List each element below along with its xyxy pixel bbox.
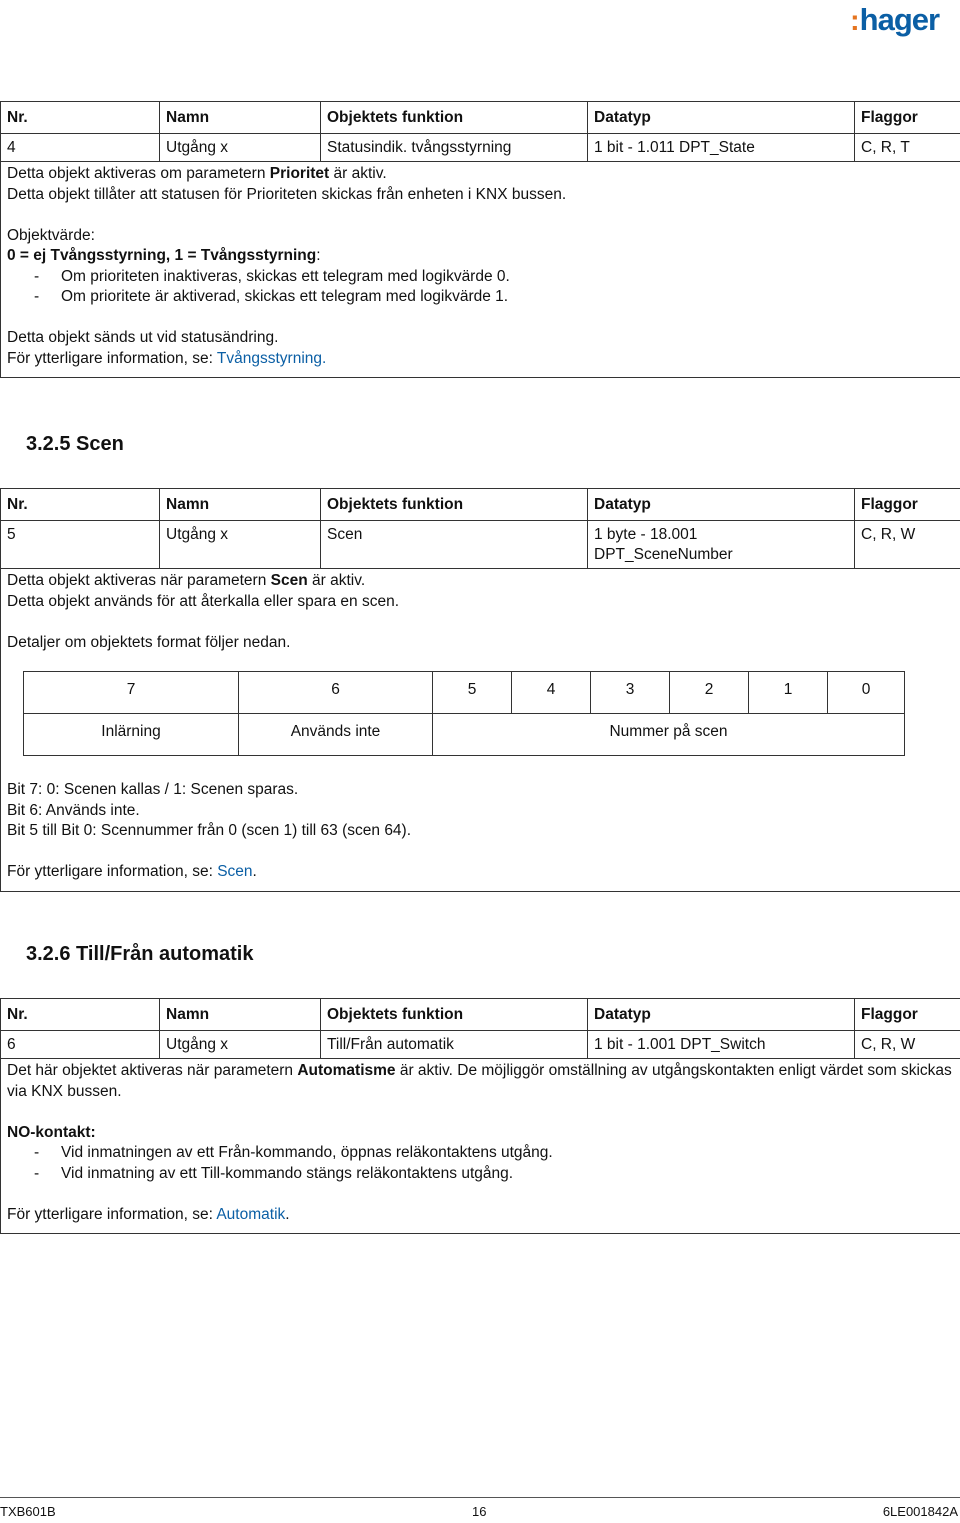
- logo-mark: :: [850, 5, 859, 37]
- header-datatyp: Datatyp: [588, 102, 855, 134]
- bit-5: 5: [433, 672, 512, 714]
- obj4-flags: C, R, T: [855, 134, 960, 162]
- obj5-flags: C, R, W: [855, 521, 960, 569]
- object-4-table: [0, 101, 959, 378]
- obj6-description: Det här objektet aktiveras när parametern Automatisme är aktiv. De möjliggör omställning av utgångskontakten enligt värdet som skickas via KNX bussen. NO-kontakt: - Vid inmatningen av ett Från-kommando, öppnas reläkontaktens utgång. - Vid inmatning av ett Till-kommando stängs reläkontaktens utgång. För ytterligare information, se: Automatik.: [1, 1059, 960, 1234]
- link-tvangsstyrning[interactable]: Tvångsstyrning.: [217, 350, 326, 367]
- link-automatik[interactable]: Automatik: [216, 1206, 285, 1223]
- heading-automatik: 3.2.6 Till/Från automatik: [26, 943, 253, 966]
- header-nr: Nr.: [1, 102, 160, 134]
- obj5-dtype: 1 byte - 18.001 DPT_SceneNumber: [588, 521, 855, 569]
- bit-2: 2: [670, 672, 749, 714]
- obj5-name: Utgång x: [160, 521, 321, 569]
- heading-scen: 3.2.5 Scen: [26, 433, 124, 456]
- bit-7: 7: [24, 672, 239, 714]
- obj4-description: Detta objekt aktiveras om parametern Prioritet är aktiv. Detta objekt tillåter att statusen för Prioriteten skickas från enheten i KNX bussen. Objektvärde: 0 = ej Tvångsstyrning, 1 = Tvångsstyrning: - Om prioriteten inaktiveras, skickas ett telegram med logikvärde 0. - Om prioritete är aktiverad, skickas ett telegram med logikvärde 1. Detta objekt sänds ut vid statusändring. För ytterligare information, se: Tvångsstyrning.: [1, 162, 960, 378]
- footer-doc-ref: 6LE001842A: [883, 1501, 958, 1523]
- obj5-func: Scen: [321, 521, 588, 569]
- obj5-description: Detta objekt aktiveras när parametern Scen är aktiv. Detta objekt används för att återkalla eller spara en scen. Detaljer om objektets format följer nedan. 7 6 5 4 3 2 1 0 Inlärning Används inte Nummer på scen Bit 7: 0: Scenen kallas / 1: Scenen sparas. Bit 6: Används inte. Bit 5 till Bit 0: Scennummer från 0 (scen 1) till 63 (scen 64). För ytterligare information, se: Scen.: [1, 569, 960, 892]
- obj5-nr: 5: [1, 521, 160, 569]
- link-scen[interactable]: Scen: [217, 863, 252, 880]
- bit-4: 4: [512, 672, 591, 714]
- header-flaggor: Flaggor: [855, 102, 960, 134]
- obj4-dtype: 1 bit - 1.011 DPT_State: [588, 134, 855, 162]
- header-namn: Namn: [160, 102, 321, 134]
- obj6-func: Till/Från automatik: [321, 1031, 588, 1059]
- obj6-nr: 6: [1, 1031, 160, 1059]
- bit-format-table: [23, 671, 905, 756]
- footer-page-number: 16: [472, 1501, 486, 1523]
- bit-label-inlarning: Inlärning: [24, 714, 239, 756]
- obj4-nr: 4: [1, 134, 160, 162]
- bit-3: 3: [591, 672, 670, 714]
- obj4-name: Utgång x: [160, 134, 321, 162]
- hager-logo: [850, 2, 939, 38]
- obj6-dtype: 1 bit - 1.001 DPT_Switch: [588, 1031, 855, 1059]
- logo-text: hager: [860, 2, 939, 37]
- footer-doc-code: TXB601B: [0, 1501, 56, 1523]
- obj6-flags: C, R, W: [855, 1031, 960, 1059]
- bit-label-nummer: Nummer på scen: [433, 714, 905, 756]
- page-footer: [0, 1497, 960, 1521]
- header-funktion: Objektets funktion: [321, 102, 588, 134]
- obj4-func: Statusindik. tvångsstyrning: [321, 134, 588, 162]
- bit-0: 0: [828, 672, 905, 714]
- object-5-table: Nr. Namn Objektets funktion Datatyp Flaggor 5 Utgång x Scen 1 byte - 18.001 DPT_SceneNumber C, R, W Detta objekt aktiveras när parametern Scen är aktiv. Detta objekt används för att återkalla eller spara en scen. Detaljer om objektets format följer nedan. 7 6 5 4 3 2 1 0 Inlärning Används inte Nummer på scen Bit 7: 0: Scenen kallas / 1: Scenen sparas. Bit 6: Används inte. Bit 5 till Bit 0: Scennummer från 0 (scen 1) till 63 (scen 64). För ytterligare information, se: Scen.: [0, 488, 959, 892]
- object-6-table: Nr. Namn Objektets funktion Datatyp Flaggor 6 Utgång x Till/Från automatik 1 bit - 1.001 DPT_Switch C, R, W Det här objektet aktiveras när parametern Automatisme är aktiv. De möjliggör omställning av utgångskontakten enligt värdet som skickas via KNX bussen. NO-kontakt: - Vid inmatningen av ett Från-kommando, öppnas reläkontaktens utgång. - Vid inmatning av ett Till-kommando stängs reläkontaktens utgång. För ytterligare information, se: Automatik.: [0, 998, 959, 1234]
- bit-label-anvands-inte: Används inte: [239, 714, 433, 756]
- obj6-name: Utgång x: [160, 1031, 321, 1059]
- bit-6: 6: [239, 672, 433, 714]
- bit-1: 1: [749, 672, 828, 714]
